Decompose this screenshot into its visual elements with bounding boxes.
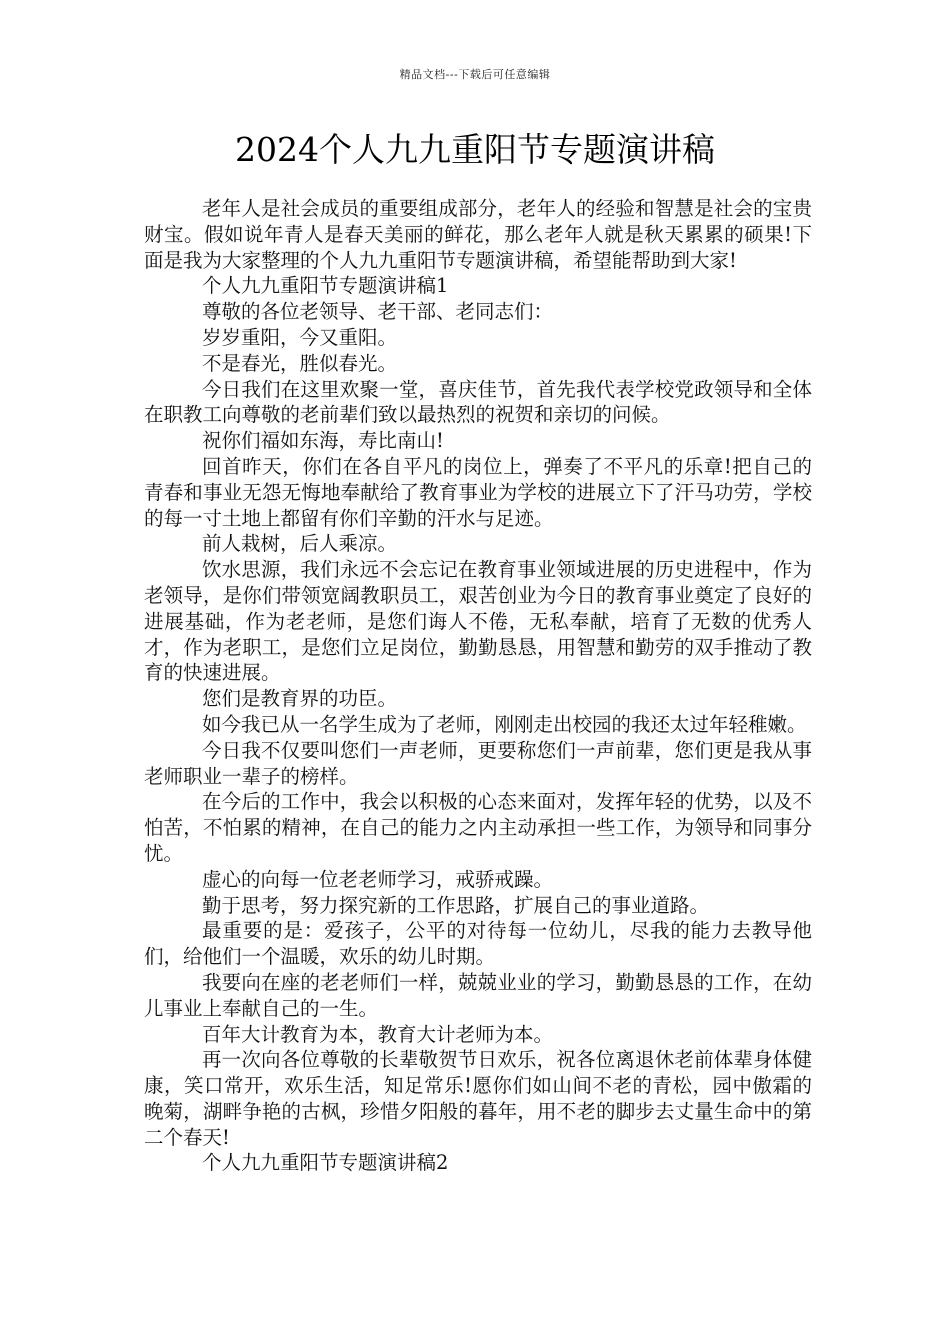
paragraph: 今日我们在这里欢聚一堂，喜庆佳节，首先我代表学校党政领导和全体在职教工向尊敬的老前辈们致以最热烈的祝贺和亲切的问候。 xyxy=(144,377,812,427)
paragraph: 虚心的向每一位老老师学习，戒骄戒躁。 xyxy=(202,867,554,891)
paragraph: 岁岁重阳，今又重阳。 xyxy=(202,325,398,349)
paragraph: 祝你们福如东海，寿比南山! xyxy=(202,429,444,453)
paragraph: 最重要的是：爱孩子，公平的对待每一位幼儿，尽我的能力去教导他们，给他们一个温暖，欢乐的幼儿时期。 xyxy=(144,919,812,969)
paragraph: 您们是教育界的功臣。 xyxy=(202,687,398,711)
paragraph: 如今我已从一名学生成为了老师，刚刚走出校园的我还太过年轻稚嫩。 xyxy=(202,712,807,736)
paragraph-salutation: 尊敬的各位老领导、老干部、老同志们： xyxy=(202,300,554,324)
document-body xyxy=(144,196,812,1176)
paragraph: 饮水思源，我们永远不会忘记在教育事业领域进展的历史进程中，作为老领导，是你们带领宽阔教职员工，艰苦创业为今日的教育事业奠定了良好的进展基础，作为老老师，是您们诲人不倦，无私奉献，培育了无数的优秀人才，作为老职工，是您们立足岗位，勤勤恳恳，用智慧和勤劳的双手推动了教育的快速进展。 xyxy=(144,558,812,685)
header-note: 精品文档---下载后可任意编辑 xyxy=(399,68,551,81)
section-heading-2: 个人九九重阳节专题演讲稿2 xyxy=(202,1151,449,1175)
paragraph-intro: 老年人是社会成员的重要组成部分，老年人的经验和智慧是社会的宝贵财宝。假如说年青人是春天美丽的鲜花，那么老年人就是秋天累累的硕果!下面是我为大家整理的个人九九重阳节专题演讲稿，希望能帮助到大家! xyxy=(144,197,812,272)
paragraph: 百年大计教育为本，教育大计老师为本。 xyxy=(202,1022,554,1046)
paragraph: 我要向在座的老老师们一样，兢兢业业的学习，勤勤恳恳的工作，在幼儿事业上奉献自己的一生。 xyxy=(144,970,812,1020)
paragraph: 勤于思考，努力探究新的工作思路，扩展自己的事业道路。 xyxy=(202,893,710,917)
document-title: 2024个人九九重阳节专题演讲稿 xyxy=(235,130,715,169)
paragraph: 今日我不仅要叫您们一声老师，更要称您们一声前辈，您们更是我从事老师职业一辈子的榜样。 xyxy=(144,738,812,788)
paragraph: 在今后的工作中，我会以积极的心态来面对，发挥年轻的优势，以及不怕苦，不怕累的精神，在自己的能力之内主动承担一些工作，为领导和同事分忧。 xyxy=(144,790,812,865)
paragraph: 再一次向各位尊敬的长辈敬贺节日欢乐，祝各位离退休老前体辈身体健康，笑口常开，欢乐生活，知足常乐!愿你们如山间不老的青松，园中傲霜的晚菊，湖畔争艳的古枫，珍惜夕阳般的暮年，用不老的脚步去丈量生命中的第二个春天! xyxy=(144,1048,812,1149)
paragraph: 回首昨天，你们在各自平凡的岗位上，弹奏了不平凡的乐章!把自己的青春和事业无怨无悔地奉献给了教育事业为学校的进展立下了汗马功劳，学校的每一寸土地上都留有你们辛勤的汗水与足迹。 xyxy=(144,454,812,530)
paragraph: 不是春光，胜似春光。 xyxy=(202,351,398,375)
section-heading-1: 个人九九重阳节专题演讲稿1 xyxy=(202,274,449,298)
paragraph: 前人栽树，后人乘凉。 xyxy=(202,532,398,556)
